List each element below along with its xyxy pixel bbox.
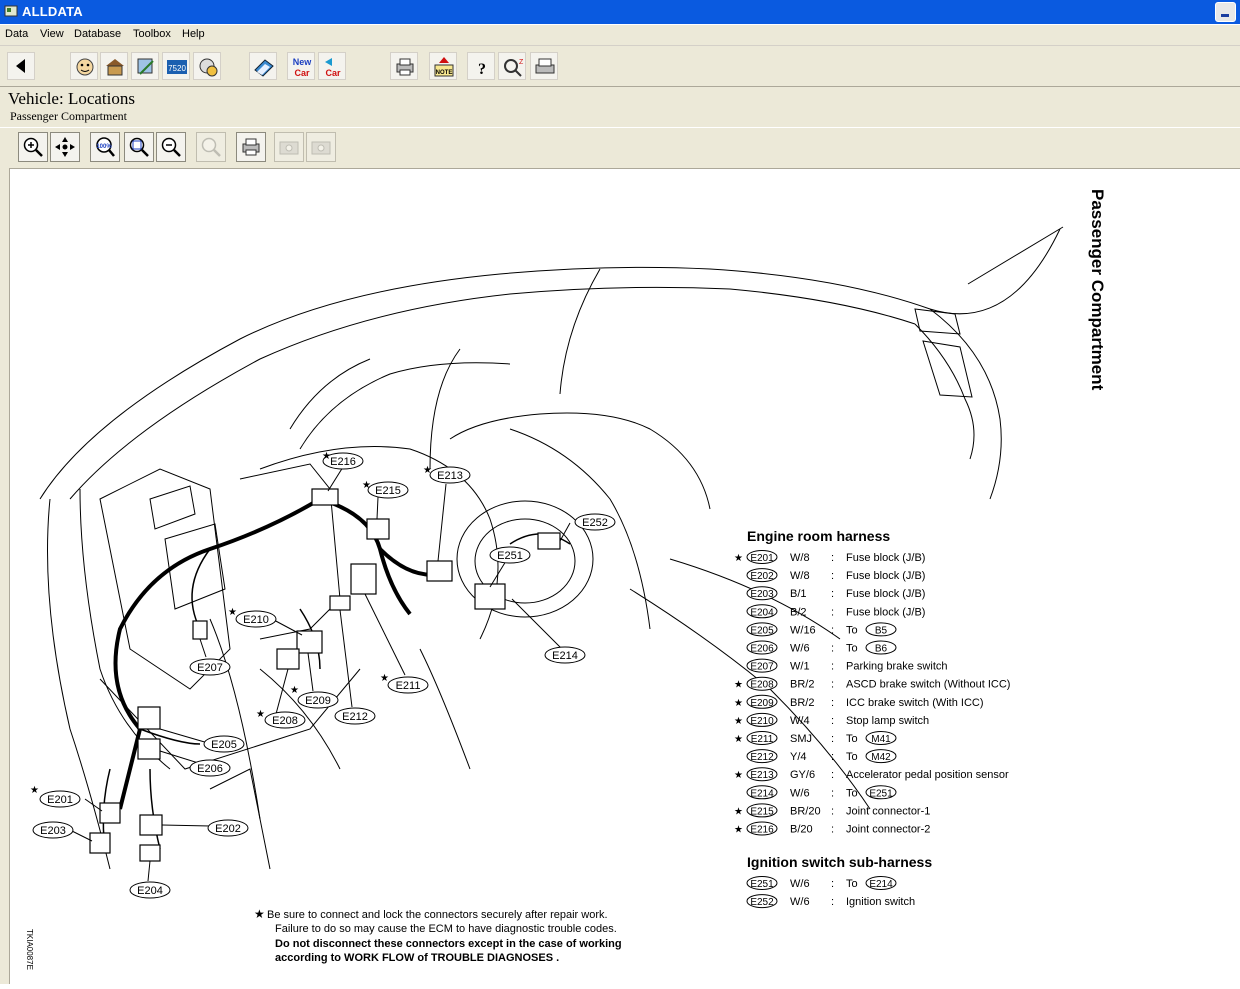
engine-harness-row	[734, 551, 925, 565]
note-line-1: Be sure to connect and lock the connectors securely after repair work.	[267, 909, 608, 921]
connector-id[interactable]: E213	[750, 770, 774, 782]
legend-star: ★	[734, 715, 743, 727]
legend-star: ★	[734, 734, 743, 745]
face-icon	[74, 56, 96, 78]
back-arrow-icon	[11, 56, 31, 76]
help-icon	[471, 56, 493, 78]
callout-e213[interactable]	[423, 465, 470, 483]
connector-description: Joint connector-2	[846, 823, 931, 836]
svg-text:?: ?	[478, 61, 486, 78]
legend-star: ★	[734, 824, 743, 836]
legend-star: ★	[734, 679, 743, 691]
callout-e206[interactable]	[190, 760, 230, 776]
zoom-in-icon	[22, 136, 44, 158]
legend-separator: :	[831, 660, 835, 673]
print-preview-icon	[534, 56, 556, 78]
ignition-harness-row	[747, 877, 896, 891]
callout-e252[interactable]	[575, 514, 615, 530]
svg-text:E211: E211	[395, 680, 421, 692]
svg-text:★: ★	[30, 785, 39, 796]
svg-text:E202: E202	[215, 823, 241, 835]
print-button[interactable]	[390, 52, 418, 80]
connector-id[interactable]: E201	[750, 553, 774, 564]
note-label: NOTE	[435, 70, 453, 76]
connector-color: W/4	[790, 714, 810, 727]
connector-color: W/6	[790, 878, 810, 890]
connector-description: Fuse block (J/B)	[846, 588, 926, 601]
legend-separator: :	[831, 787, 835, 800]
callout-e215[interactable]	[362, 480, 408, 498]
connector-description: Accelerator pedal position sensor	[846, 769, 1009, 782]
connector-description: Fuse block (J/B)	[846, 552, 926, 564]
connector-id[interactable]: E202	[750, 571, 774, 583]
legend-separator: :	[831, 570, 835, 583]
menu-data[interactable]: Data	[5, 28, 29, 40]
callout-e205[interactable]	[204, 736, 244, 752]
connector-color: BR/2	[790, 678, 815, 691]
camera-next-icon	[310, 136, 332, 158]
engine-harness-row	[734, 822, 930, 836]
svg-text:★: ★	[228, 607, 237, 618]
callout-e251[interactable]	[490, 547, 530, 563]
engine-harness-row	[734, 677, 1010, 691]
connector-description: To	[846, 787, 858, 800]
legend-separator: :	[831, 751, 835, 764]
connector-description: Joint connector-1	[846, 805, 931, 818]
legend-separator: :	[831, 624, 835, 637]
connector-id[interactable]: E216	[750, 824, 774, 836]
menu-bar	[0, 25, 1240, 46]
callout-e204[interactable]	[130, 882, 170, 898]
car-arrow-label: Car	[325, 68, 341, 78]
connector-description: Stop lamp switch	[846, 714, 930, 727]
svg-text:★: ★	[322, 451, 331, 462]
connector-color: W/6	[790, 896, 810, 909]
legend-separator: :	[831, 823, 835, 836]
minimize-icon	[1221, 14, 1229, 17]
legend-separator: :	[831, 714, 835, 727]
pan-icon	[54, 136, 76, 158]
connector-description: To	[846, 733, 858, 745]
svg-text:E204: E204	[137, 885, 163, 897]
svg-text:★: ★	[290, 685, 299, 696]
callout-e201[interactable]	[30, 785, 80, 807]
svg-text:E206: E206	[197, 763, 223, 775]
reference-id[interactable]: M41	[871, 734, 891, 745]
svg-text:E216: E216	[330, 456, 356, 468]
legend-separator: :	[831, 805, 835, 818]
connector-description: To	[846, 751, 858, 764]
ignition-harness-legend	[747, 877, 915, 909]
menu-database[interactable]: Database	[74, 28, 122, 40]
wire-leads	[103, 534, 570, 849]
connector-color: W/1	[790, 660, 810, 673]
engine-harness-row	[734, 713, 929, 727]
legend-star: ★	[734, 806, 743, 818]
connector-id[interactable]: E214	[750, 788, 774, 800]
svg-text:★: ★	[362, 480, 371, 491]
svg-text:E212: E212	[342, 711, 368, 723]
window-title: ALLDATA	[22, 4, 83, 19]
gear-clock-icon	[197, 56, 219, 78]
page-subtitle: Passenger Compartment	[10, 109, 127, 123]
app-icon	[4, 4, 18, 18]
callout-e208[interactable]	[256, 709, 305, 728]
book-button[interactable]	[249, 52, 277, 80]
connector-id[interactable]: E203	[750, 589, 774, 601]
note-button[interactable]	[429, 52, 457, 80]
legend-separator: :	[831, 588, 835, 601]
connector-color: BR/20	[790, 805, 821, 818]
new-car-bottom: Car	[294, 68, 310, 78]
svg-text:E214: E214	[552, 650, 578, 662]
svg-text:Z: Z	[519, 59, 524, 66]
engine-harness-legend	[734, 551, 1010, 836]
legend-separator: :	[831, 769, 835, 782]
diagram-viewport[interactable]	[10, 169, 1240, 984]
engine-harness-row	[747, 750, 896, 764]
back-button[interactable]	[7, 52, 35, 80]
spell-button[interactable]	[498, 52, 526, 80]
engine-harness-row	[747, 569, 925, 583]
help-button[interactable]	[467, 52, 495, 80]
connector-blocks	[90, 489, 560, 861]
svg-text:E215: E215	[375, 485, 401, 497]
camera-prev-icon	[278, 136, 300, 158]
connector-color: W/6	[790, 642, 810, 655]
connector-color: B/20	[790, 823, 813, 836]
connector-id[interactable]: E209	[750, 697, 774, 709]
connector-description: ICC brake switch (With ICC)	[846, 696, 984, 709]
connector-id[interactable]: E251	[750, 879, 774, 890]
face-button[interactable]	[70, 52, 98, 80]
connector-id[interactable]: E204	[750, 607, 774, 619]
zoom-fit-button[interactable]	[124, 132, 154, 162]
page-header	[0, 87, 1240, 127]
title-bar	[0, 0, 1240, 24]
left-border	[0, 168, 10, 984]
callout-e212[interactable]	[335, 708, 375, 724]
legend-star: ★	[734, 770, 743, 782]
new-car-button[interactable]	[287, 52, 315, 80]
print-preview-button[interactable]	[530, 52, 558, 80]
callout-e214[interactable]	[545, 647, 585, 663]
reference-id[interactable]: B6	[874, 643, 888, 655]
component-icon	[135, 56, 157, 78]
svg-text:★: ★	[380, 673, 389, 684]
house-icon	[104, 56, 126, 78]
connector-color: SMJ	[790, 733, 812, 745]
minimize-button[interactable]	[1215, 2, 1236, 22]
connector-description: Fuse block (J/B)	[846, 606, 926, 619]
svg-text:E252: E252	[582, 517, 608, 529]
callout-e210[interactable]	[228, 607, 276, 627]
engine-harness-row	[747, 786, 896, 800]
connector-color: W/6	[790, 787, 810, 800]
legend-separator: :	[831, 606, 835, 619]
svg-text:E209: E209	[305, 695, 331, 707]
menu-view[interactable]: View	[40, 28, 64, 40]
connector-id[interactable]: E252	[750, 897, 774, 909]
connector-description: Ignition switch	[846, 896, 916, 909]
ignition-harness-title: Ignition switch sub-harness	[747, 854, 933, 870]
svg-text:E213: E213	[437, 470, 463, 482]
connector-color: GY/6	[790, 769, 816, 782]
reference-id[interactable]: E214	[869, 879, 893, 890]
car-arrow-button[interactable]	[318, 52, 346, 80]
house-button[interactable]	[100, 52, 128, 80]
svg-text:E208: E208	[272, 715, 298, 727]
note-star: ★	[254, 907, 265, 921]
legend-separator: :	[831, 642, 835, 655]
connector-description: To	[846, 642, 858, 655]
svg-text:E207: E207	[197, 662, 223, 674]
connector-description: To	[846, 878, 858, 890]
vertical-title: Passenger Compartment	[1088, 189, 1107, 391]
connector-id[interactable]: E206	[750, 643, 774, 655]
prev-image-button[interactable]	[274, 132, 304, 162]
engine-harness-row	[734, 732, 896, 746]
gear-clock-button[interactable]	[193, 52, 221, 80]
engine-harness-row	[734, 768, 1009, 782]
spell-icon	[502, 56, 524, 78]
connector-color: B/1	[790, 588, 807, 601]
wiring-diagram	[10, 169, 1240, 984]
engine-harness-row	[747, 623, 896, 637]
zoom-100-button[interactable]	[90, 132, 120, 162]
connector-id[interactable]: E205	[750, 625, 774, 637]
engine-harness-row	[747, 659, 948, 673]
engine-harness-row	[747, 605, 925, 619]
menu-toolbox[interactable]: Toolbox	[133, 28, 171, 40]
connector-color: B/2	[790, 606, 807, 619]
menu-help[interactable]: Help	[182, 28, 205, 40]
page-title: Vehicle: Locations	[8, 89, 135, 108]
connector-color: BR/2	[790, 696, 815, 709]
connector-color: Y/4	[790, 751, 807, 764]
new-car-top: New	[292, 57, 312, 67]
connector-id[interactable]: E215	[750, 806, 774, 818]
engine-harness-title: Engine room harness	[747, 528, 891, 544]
zoom-100-icon	[94, 136, 116, 158]
zoom-100-label: 100%	[96, 144, 112, 150]
connector-description: Parking brake switch	[846, 660, 948, 673]
engine-harness-row	[734, 695, 984, 709]
callout-e203[interactable]	[33, 822, 73, 838]
figure-code: TKIA0087E	[25, 929, 34, 970]
connector-color: W/8	[790, 570, 810, 583]
printer-icon	[240, 136, 262, 158]
book-icon	[253, 56, 275, 78]
zoom-fit-icon	[128, 136, 150, 158]
svg-text:★: ★	[423, 465, 432, 476]
legend-separator: :	[831, 896, 835, 909]
note-line-4: according to WORK FLOW of TROUBLE DIAGNOSES .	[275, 952, 560, 964]
svg-text:E205: E205	[211, 739, 237, 751]
callout-e216[interactable]	[322, 451, 363, 469]
callout-e207[interactable]	[190, 659, 230, 675]
connector-id[interactable]: E210	[750, 715, 774, 727]
viewer-toolbar	[0, 128, 1240, 169]
legend-star: ★	[734, 553, 743, 564]
connector-id[interactable]: E212	[750, 752, 774, 764]
connector-id[interactable]: E208	[750, 679, 774, 691]
connector-id[interactable]: E207	[750, 661, 774, 673]
next-image-button[interactable]	[306, 132, 336, 162]
car-arrow-icon	[322, 56, 344, 78]
legend-separator: :	[831, 678, 835, 691]
callout-e202[interactable]	[208, 820, 248, 836]
ignition-harness-row	[747, 895, 915, 909]
note-icon	[433, 56, 455, 78]
legend-separator: :	[831, 552, 835, 564]
legend-separator: :	[831, 696, 835, 709]
new-car-icon	[291, 56, 313, 78]
reference-id[interactable]: B5	[874, 625, 888, 637]
connector-description: Fuse block (J/B)	[846, 570, 926, 583]
reference-id[interactable]: M42	[871, 752, 891, 764]
tsb-label: 7520	[168, 64, 186, 73]
reference-id[interactable]: E251	[869, 788, 893, 800]
note-line-2: Failure to do so may cause the ECM to have diagnostic trouble codes.	[275, 923, 617, 935]
connector-description: ASCD brake switch (Without ICC)	[846, 678, 1011, 691]
component-button[interactable]	[131, 52, 159, 80]
callout-e211[interactable]	[380, 673, 428, 693]
zoom-out-button[interactable]	[156, 132, 186, 162]
7520-icon	[166, 56, 188, 78]
svg-text:E251: E251	[497, 550, 523, 562]
legend-separator: :	[831, 733, 835, 745]
engine-harness-row	[734, 804, 930, 818]
tsb-button[interactable]	[162, 52, 190, 80]
legend-star: ★	[734, 697, 743, 709]
svg-text:E203: E203	[40, 825, 66, 837]
zoom-out-icon	[160, 136, 182, 158]
engine-harness-row	[747, 587, 925, 601]
connector-description: To	[846, 624, 858, 637]
zoom-in-button[interactable]	[18, 132, 48, 162]
zoom-disabled-button[interactable]	[196, 132, 226, 162]
zoom-disabled-icon	[200, 136, 222, 158]
printer-icon	[394, 56, 416, 78]
connector-color: W/8	[790, 552, 810, 564]
engine-harness-row	[747, 641, 896, 655]
legend-separator: :	[831, 878, 835, 890]
main-toolbar	[0, 46, 1240, 87]
connector-color: W/16	[790, 624, 816, 637]
viewer-print-button[interactable]	[236, 132, 266, 162]
pan-button[interactable]	[50, 132, 80, 162]
svg-text:E210: E210	[243, 614, 269, 626]
note-line-3: Do not disconnect these connectors except in the case of working	[275, 938, 622, 950]
svg-text:★: ★	[256, 709, 265, 720]
connector-id[interactable]: E211	[750, 734, 774, 745]
svg-text:E201: E201	[47, 794, 73, 806]
